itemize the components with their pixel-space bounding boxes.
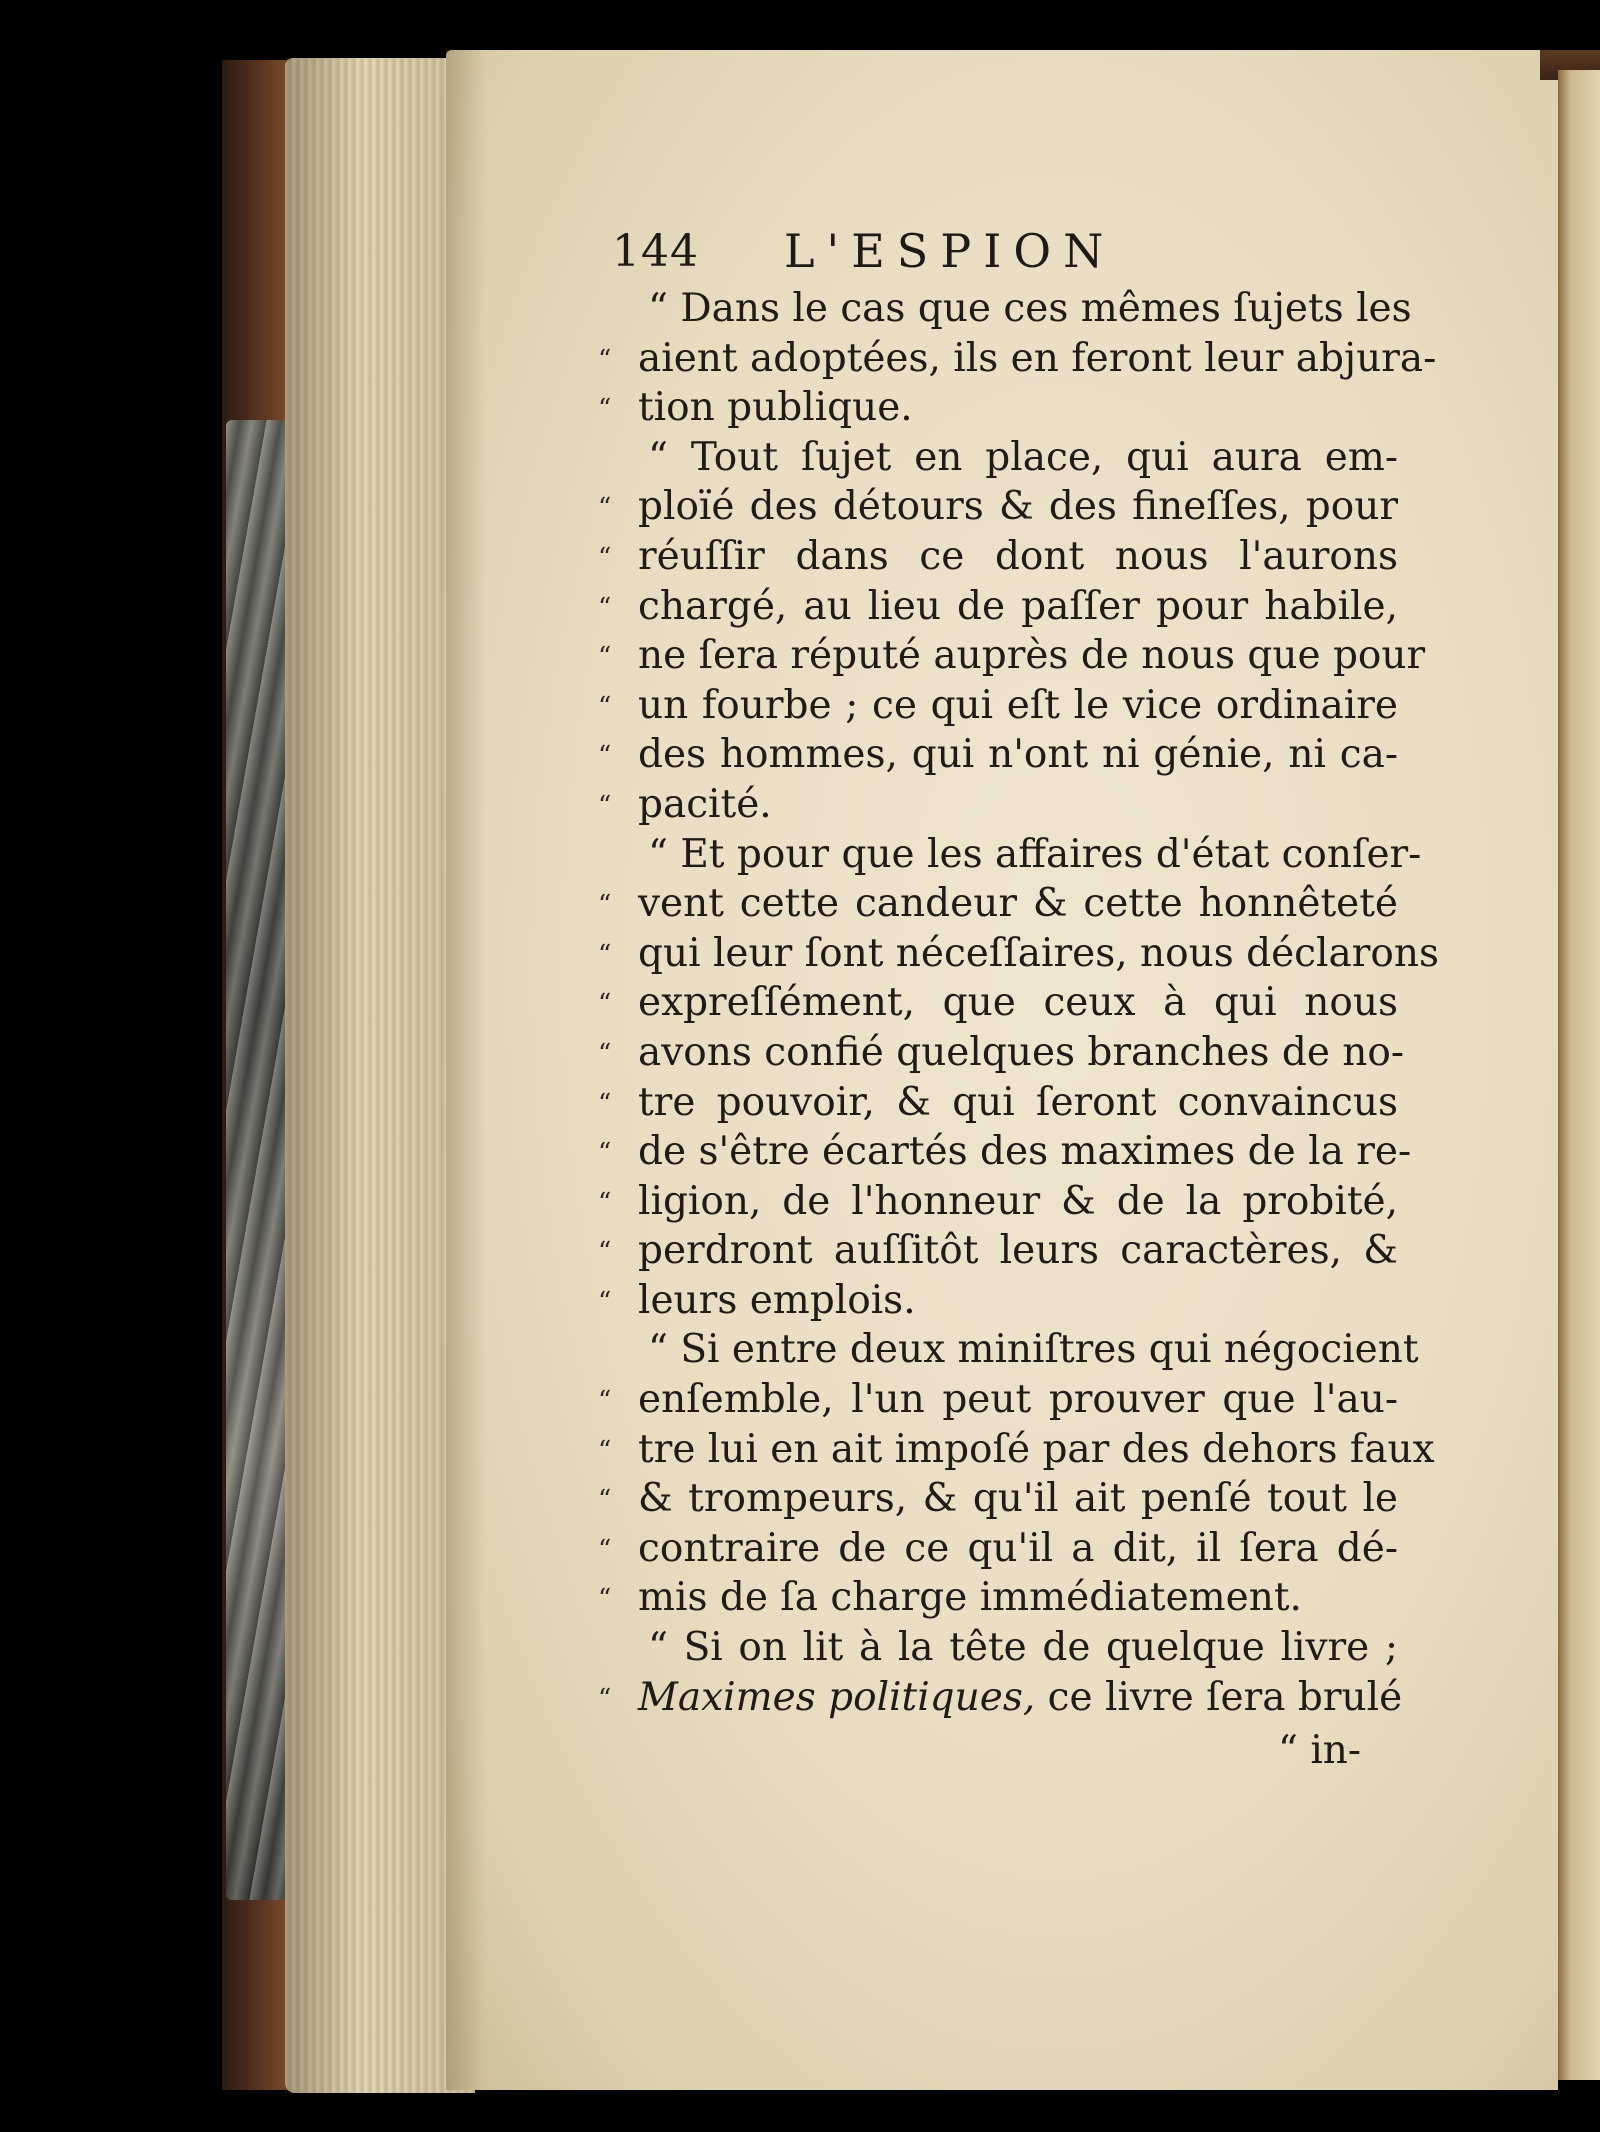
quote-mark: “: [598, 989, 612, 1020]
line-text: leurs emplois.: [638, 1277, 916, 1323]
line-text: perdront auſſitôt leurs caractères, &: [638, 1228, 1398, 1274]
line-text: pacité.: [638, 781, 772, 827]
text-line: [598, 1573, 1398, 1623]
quote-mark: “: [598, 1088, 612, 1119]
line-text: expreſſément, que ceux à qui nous: [638, 980, 1398, 1026]
quote-mark: “: [598, 790, 612, 821]
text-line: [598, 1673, 1403, 1723]
line-text: “ Dans le cas que ces mêmes ſujets les: [648, 286, 1412, 331]
line-text: de s'être écartés des maximes de la re-: [638, 1129, 1412, 1175]
text-line: [598, 334, 1437, 384]
text-line: [598, 730, 1398, 780]
page-header: [612, 226, 1232, 286]
line-text: contraire de ce qu'il a dit, il ſera dé-: [638, 1525, 1398, 1571]
line-text: des hommes, qui n'ont ni génie, ni ca-: [638, 732, 1398, 778]
line-text: ploïé des détours & des fineſſes, pour: [638, 484, 1398, 530]
line-text: avons confié quelques branches de no-: [638, 1029, 1405, 1075]
line-text: vent cette candeur & cette honnêteté: [638, 881, 1398, 927]
quote-mark: “: [598, 691, 612, 722]
line-text: un fourbe ; ce qui eſt le vice ordinaire: [638, 682, 1398, 728]
text-line: [598, 830, 1422, 880]
text-line: [598, 1226, 1398, 1276]
line-text: mis de ſa charge immédiatement.: [638, 1575, 1302, 1621]
quote-mark: “: [598, 394, 612, 425]
text-line: [598, 1623, 1398, 1673]
quote-mark: “: [598, 592, 612, 623]
line-text: réuſſir dans ce dont nous l'aurons: [638, 533, 1398, 579]
page-number: 144: [612, 226, 699, 277]
line-text: “ Si on lit à la tête de quelque livre ;: [648, 1625, 1398, 1671]
line-text: tre lui en ait impoſé par des dehors faux: [638, 1426, 1435, 1472]
text-line: [598, 383, 1398, 433]
quote-mark: “: [598, 1138, 612, 1169]
quote-mark: “: [598, 741, 612, 772]
text-line: [598, 1474, 1398, 1524]
quote-mark: “: [598, 642, 612, 673]
catchword: “ in-: [1278, 1728, 1362, 1773]
line-text: aient adoptées, ils en feront leur abjura-: [638, 335, 1437, 381]
quote-mark: “: [598, 1534, 612, 1565]
line-text: tre pouvoir, & qui ſeront convaincus: [638, 1079, 1398, 1125]
text-line: [598, 681, 1398, 731]
text-line: [598, 284, 1412, 334]
line-text: “ Si entre deux miniſtres qui négocient: [648, 1327, 1419, 1373]
line-text: & trompeurs, & qu'il ait penſé tout le: [638, 1476, 1398, 1522]
quote-mark: “: [598, 344, 612, 375]
text-line: [598, 1524, 1398, 1574]
line-text: tion publique.: [638, 385, 913, 431]
text-line: [598, 582, 1398, 632]
text-line: [598, 433, 1398, 483]
text-line: [598, 1078, 1398, 1128]
text-line: [598, 482, 1398, 532]
quote-mark: “: [598, 1187, 612, 1218]
quote-mark: “: [598, 1286, 612, 1317]
line-text: ne ſera réputé auprès de nous que pour: [638, 633, 1426, 679]
quote-mark: “: [598, 939, 612, 970]
text-line: [598, 1177, 1398, 1227]
quote-mark: “: [598, 1584, 612, 1615]
text-line: [598, 631, 1426, 681]
line-text: qui leur ſont néceſſaires, nous déclarons: [638, 930, 1440, 976]
text-line: [598, 1325, 1419, 1375]
quote-mark: “: [598, 493, 612, 524]
quote-mark: “: [598, 890, 612, 921]
quote-mark: “: [598, 1485, 612, 1516]
text-line: [598, 1028, 1405, 1078]
quote-mark: “: [598, 1237, 612, 1268]
line-rest: ce livre ſera brulé: [1035, 1674, 1403, 1720]
quote-mark: “: [598, 1435, 612, 1466]
quote-mark: “: [598, 1386, 612, 1417]
line-text: chargé, au lieu de paſſer pour habile,: [638, 583, 1398, 629]
line-text: ligion, de l'honneur & de la probité,: [638, 1178, 1398, 1224]
body-text: [598, 284, 1440, 1722]
text-line: [598, 1276, 1398, 1326]
text-line: [598, 879, 1398, 929]
line-text: “ Tout ſujet en place, qui aura em-: [648, 434, 1398, 480]
line-text: “ Et pour que les affaires d'état conſer-: [648, 831, 1422, 877]
text-line: [598, 929, 1440, 979]
quote-mark: “: [598, 1683, 612, 1714]
text-line: [598, 978, 1398, 1028]
text-line: [598, 1425, 1435, 1475]
line-text: enſemble, l'un peut prouver que l'au-: [638, 1377, 1398, 1423]
italic-title: Maximes politiques,: [638, 1674, 1036, 1720]
line-text: [638, 1673, 1403, 1723]
running-head: L'ESPION: [784, 224, 1116, 278]
facing-page-edge: [1558, 70, 1600, 2080]
text-line: [598, 780, 1398, 830]
text-line: [598, 532, 1398, 582]
text-line: [598, 1375, 1398, 1425]
quote-mark: “: [598, 1038, 612, 1069]
text-line: [598, 1127, 1412, 1177]
quote-mark: “: [598, 542, 612, 573]
